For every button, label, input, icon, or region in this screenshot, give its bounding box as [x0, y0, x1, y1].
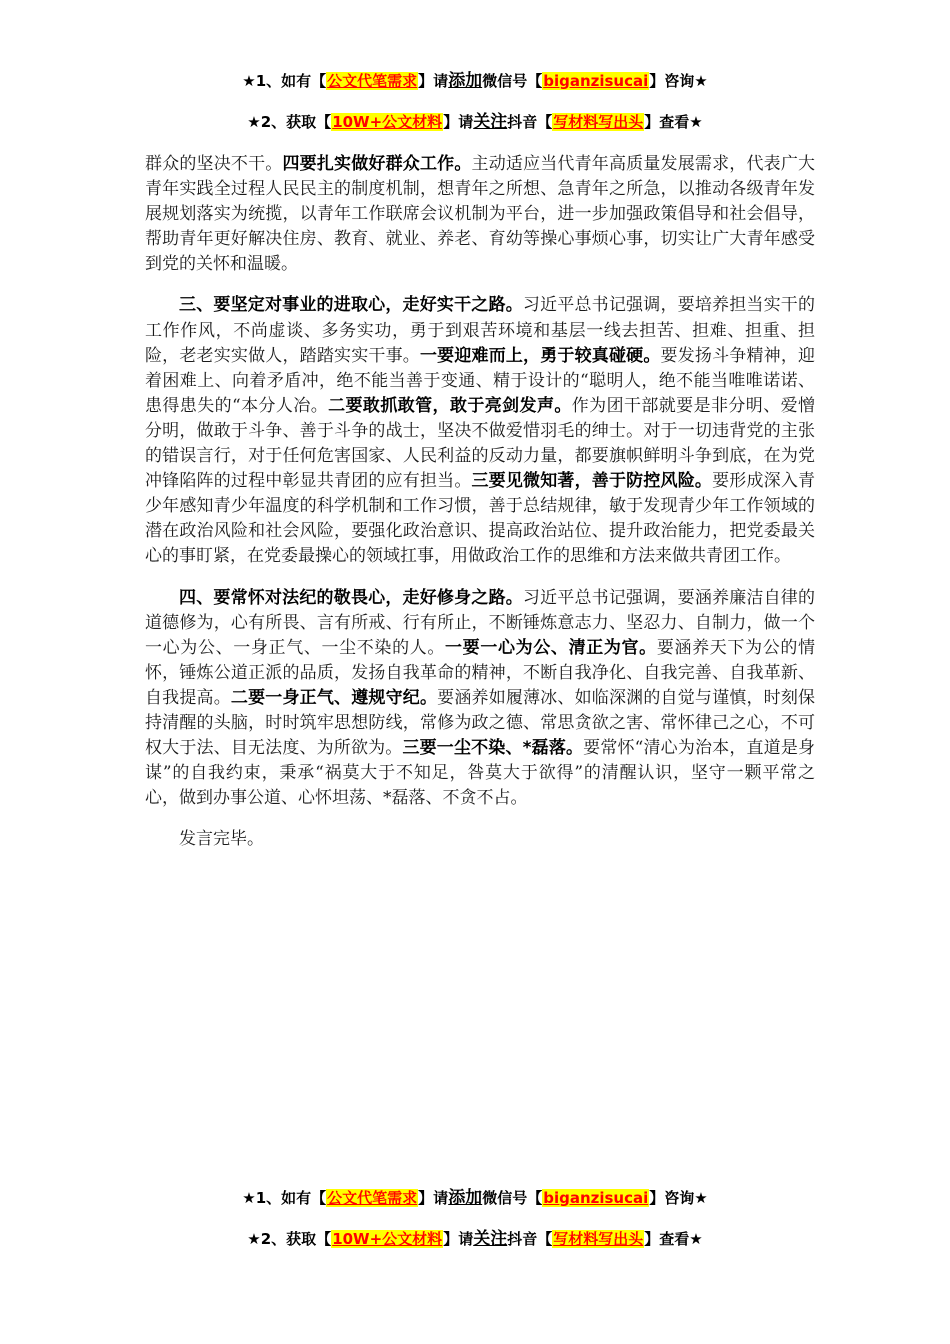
p2-text-3: 作为团干部就要是非分明、爱憎分明，做敢于斗争、善于斗争的战士，坚决不做爱惜羽毛的绅士。对于一切违背党的主张的错误言行，对于任何危害国家、人民利益的反动力量，都要旗帜鲜明斗争到底，在为党冲锋陷阵的过程中彰显共青团的应有担当。: [145, 395, 815, 492]
ad1-prefix: ★1、如有【: [242, 1189, 327, 1207]
p3-bold-point-2: 二要一身正气、遵规守纪。: [230, 687, 438, 708]
p3-section-heading: 四、要常怀对法纪的敬畏心，走好修身之路。: [179, 587, 523, 608]
ad2-suffix: 】查看★: [644, 1230, 703, 1248]
ad2-mid1: 】请: [443, 113, 474, 131]
ad2-emphasis: 关注: [473, 1229, 508, 1249]
ad2-suffix: 】查看★: [644, 113, 703, 131]
ad2-mid2: 抖音【: [507, 1230, 553, 1248]
p2-text-2: 要发扬斗争精神，迎着困难上、向着矛盾冲，绝不能当善于变通、精于设计的“聪明人，绝不能当唯唯诺诺、患得患失的“本分人冶。: [145, 345, 816, 416]
ad2-prefix: ★2、获取【: [247, 1230, 332, 1248]
ad1-emphasis: 添加: [448, 71, 483, 91]
ad2-emphasis: 关注: [473, 112, 508, 132]
p2-text-1: 习近平总书记强调，要培养担当实干的工作作风，不尚虚谈、多务实功，勇于到艰苦环境和基层一线去担苦、担难、担重、担险，老老实实做人，踏踏实实干事。: [145, 295, 816, 366]
ad1-highlight-service: 公文代笔需求: [327, 1189, 418, 1207]
p3-bold-point-3: 三要一尘不染、*磊落。: [402, 738, 584, 759]
p3-text-3: 要涵养如履薄冰、如临深渊的自觉与谨慎，时刻保持清醒的头脑，时时筑牢思想防线，常修为政之德、常思贪欲之害、常怀律己之心，不可权大于法、目无法度、为所欲为。: [145, 687, 816, 759]
header-ad-line-1: [0, 70, 950, 92]
p3-bold-point-1: 一要一心为公、清正为官。: [445, 637, 657, 658]
p2-bold-point-1: 一要迎难而上，勇于较真碰硬。: [419, 345, 661, 366]
p2-bold-point-3: 三要见微知著，善于防控风险。: [471, 471, 713, 492]
p1-text-1: 群众的坚决不干。: [145, 154, 283, 174]
ad2-highlight-douyin: 写材料写出头: [553, 113, 644, 131]
footer-ad-line-1: [0, 1187, 950, 1209]
document-body: [145, 152, 815, 868]
ad1-highlight-wechat: biganzisucai: [543, 72, 649, 90]
ad1-mid1: 】请: [418, 1189, 449, 1207]
ad1-mid2: 微信号【: [482, 72, 543, 90]
ad1-highlight-service: 公文代笔需求: [327, 72, 418, 90]
paragraph-1: [145, 152, 815, 277]
p3-text-4: 要常怀“清心为治本，直道是身谋”的自我约束，秉承“祸莫大于不知足，咎莫大于欲得”的清醒认识，坚守一颗平常之心，做到办事公道、心怀坦荡、*磊落、不贪不占。: [145, 738, 815, 809]
ad1-suffix: 】咨询★: [649, 1189, 708, 1207]
paragraph-closing: 发言完毕。: [179, 829, 264, 850]
ad2-mid2: 抖音【: [507, 113, 553, 131]
ad2-prefix: ★2、获取【: [247, 113, 332, 131]
ad2-highlight-materials: 10W+公文材料: [332, 113, 443, 131]
p2-section-heading: 三、要坚定对事业的进取心，走好实干之路。: [179, 295, 523, 316]
p1-text-2: 主动适应当代青年高质量发展需求，代表广大青年实践全过程人民民主的制度机制，想青年之所想、急青年之所急，以推动各级青年发展规划落实为统揽，以青年工作联席会议机制为平台，进一步加强政策倡导和社会倡导，帮助青年更好解决住房、教育、就业、养老、育幼等操心事烦心事，切实让广大青年感受到党的关怀和温暖。: [145, 154, 816, 275]
p2-text-4: 要形成深入青少年感知青少年温度的科学机制和工作习惯，善于总结规律，敏于发现青少年工作领域的潜在政治风险和社会风险，要强化政治意识、提高政治站位、提升政治能力，把党委最关心的事盯紧，在党委最操心的领域扛事，用做政治工作的思维和方法来做共青团工作。: [145, 471, 816, 567]
footer-ad-line-2: [0, 1228, 950, 1250]
ad2-highlight-materials: 10W+公文材料: [332, 1230, 443, 1248]
paragraph-3: [145, 586, 815, 812]
ad2-mid1: 】请: [443, 1230, 474, 1248]
ad1-highlight-wechat: biganzisucai: [543, 1189, 649, 1207]
paragraph-2: [145, 293, 815, 569]
ad2-highlight-douyin: 写材料写出头: [553, 1230, 644, 1248]
ad1-emphasis: 添加: [448, 1188, 483, 1208]
ad1-mid2: 微信号【: [482, 1189, 543, 1207]
ad1-mid1: 】请: [418, 72, 449, 90]
ad1-prefix: ★1、如有【: [242, 72, 327, 90]
p2-bold-point-2: 二要敢抓敢管，敢于亮剑发声。: [328, 395, 572, 416]
p3-text-2: 要涵养天下为公的情怀，锤炼公道正派的品质，发扬自我革命的精神，不断自我净化、自我完善、自我革新、自我提高。: [145, 637, 816, 708]
p1-bold-heading: 四要扎实做好群众工作。: [282, 154, 472, 174]
p3-text-1: 习近平总书记强调，要涵养廉洁自律的道德修为，心有所畏、言有所戒、行有所止，不断锤炼意志力、坚忍力、自制力，做一个一心为公、一身正气、一尘不染的人。: [145, 587, 816, 658]
header-ad-line-2: [0, 111, 950, 133]
ad1-suffix: 】咨询★: [649, 72, 708, 90]
